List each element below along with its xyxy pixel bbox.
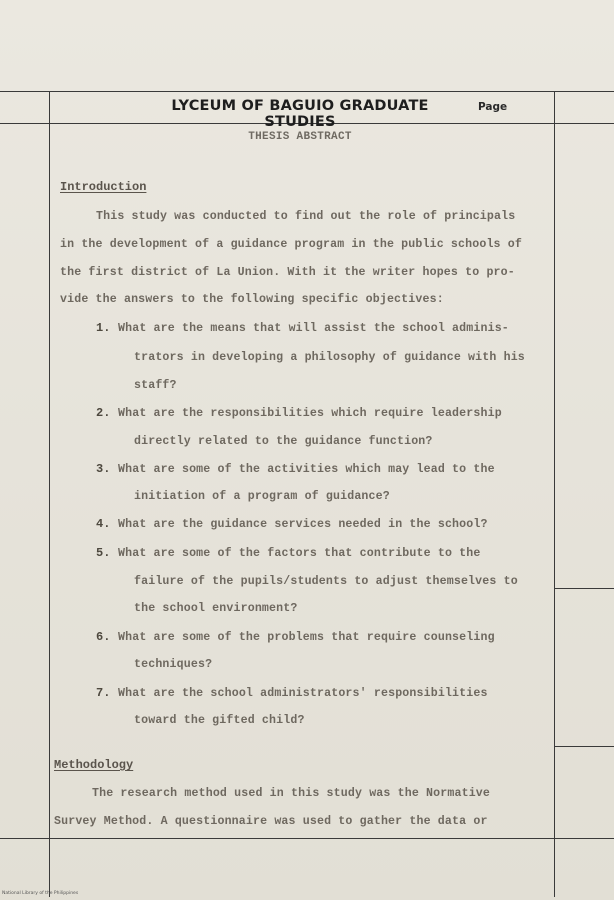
objective-line: What are the responsibilities which require leadership bbox=[118, 407, 502, 420]
objective-number: 2. bbox=[96, 406, 111, 420]
footer-rule bbox=[0, 838, 614, 839]
objective-number: 3. bbox=[96, 462, 111, 476]
objective-line: What are some of the activities which may lead to the bbox=[118, 463, 495, 476]
objective-number: 1. bbox=[96, 321, 111, 335]
objective-line: What are the means that will assist the school adminis- bbox=[118, 322, 509, 335]
objective-number: 4. bbox=[96, 517, 111, 531]
objective-line: techniques? bbox=[134, 658, 213, 671]
objective-line: What are some of the factors that contribute to the bbox=[118, 547, 481, 560]
objective-line: failure of the pupils/students to adjust themselves to bbox=[134, 575, 518, 588]
header-top-rule bbox=[0, 91, 614, 92]
objective-number: 7. bbox=[96, 686, 111, 700]
objective-line: the school environment? bbox=[134, 602, 298, 615]
introduction-heading: Introduction bbox=[60, 180, 147, 194]
introduction-line: in the development of a guidance program in the public schools of bbox=[60, 238, 522, 251]
margin-rule-right-b bbox=[555, 746, 614, 747]
left-margin-rule bbox=[49, 91, 50, 897]
objective-line: What are the guidance services needed in the school? bbox=[118, 518, 488, 531]
institution-title: LYCEUM OF BAGUIO GRADUATE STUDIES bbox=[171, 98, 429, 130]
introduction-line: vide the answers to the following specific objectives: bbox=[60, 293, 444, 306]
objective-number: 5. bbox=[96, 546, 111, 560]
objective-line: initiation of a program of guidance? bbox=[134, 490, 390, 503]
methodology-heading: Methodology bbox=[54, 758, 134, 772]
objective-line: toward the gifted child? bbox=[134, 714, 305, 727]
methodology-line: Survey Method. A questionnaire was used to gather the data or bbox=[54, 815, 488, 828]
library-credit: National Library of the Philippines bbox=[2, 891, 79, 896]
margin-rule-right-a bbox=[555, 588, 614, 589]
introduction-line: This study was conducted to find out the role of principals bbox=[96, 210, 516, 223]
objective-line: directly related to the guidance function? bbox=[134, 435, 433, 448]
objective-line: What are some of the problems that require counseling bbox=[118, 631, 495, 644]
objective-line: staff? bbox=[134, 379, 177, 392]
objective-line: trators in developing a philosophy of guidance with his bbox=[134, 351, 525, 364]
objective-line: What are the school administrators' responsibilities bbox=[118, 687, 488, 700]
document-title: THESIS ABSTRACT bbox=[248, 131, 352, 143]
introduction-line: the first district of La Union. With it the writer hopes to pro- bbox=[60, 266, 515, 279]
objective-number: 6. bbox=[96, 630, 111, 644]
methodology-line: The research method used in this study was the Normative bbox=[92, 787, 491, 800]
right-margin-rule bbox=[554, 91, 555, 897]
page-label: Page bbox=[478, 101, 508, 113]
